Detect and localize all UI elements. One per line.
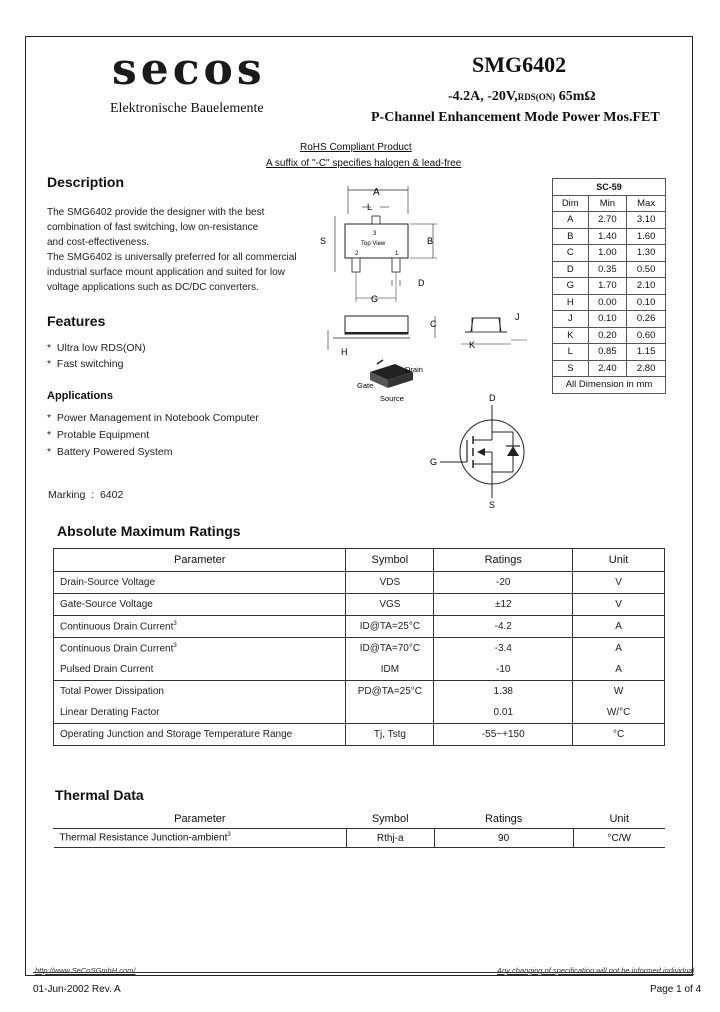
page-number: Page 1 of 4 [650,984,702,995]
unit-cell: °C [573,724,665,746]
table-row [553,294,666,311]
column-header: Parameter [54,809,347,829]
column-header: Symbol [346,549,434,572]
dim-cell: 0.85 [588,344,627,361]
change-notice: Any changing of specification will not be informed individual [497,966,695,975]
table-row [553,327,666,344]
unit-cell: °C/W [573,829,665,848]
dim-label-c: C [430,319,437,329]
dim-cell: H [553,294,589,311]
dim-cell: 2.10 [627,278,666,295]
table-row [553,344,666,361]
symbol-cell: ID@TA=25°C [346,616,434,638]
feature-item: * Fast switching [47,358,124,370]
dimension-header: Dim [553,195,589,212]
thermal-table [53,809,665,848]
symbol-cell: ID@TA=70°C [346,638,434,660]
dim-label-h: H [341,347,348,357]
dim-label-a: A [373,187,380,198]
column-header: Unit [573,549,665,572]
pin-label: 1 [395,251,399,257]
dimension-header: Min [588,195,627,212]
column-header: Symbol [346,809,434,829]
table-row [553,261,666,278]
description-line: and cost-effectiveness. [47,237,150,248]
description-line: The SMG6402 provide the designer with the best [47,207,265,218]
table-row [54,702,665,724]
dim-cell: 0.60 [627,327,666,344]
dim-label-d: D [418,278,425,288]
dim-cell: 1.15 [627,344,666,361]
pin-gate-label: Gate [357,381,374,390]
dim-label-g: G [371,294,379,304]
dim-cell: 0.10 [588,311,627,328]
rating-cell: -4.2 [434,616,573,638]
table-row [54,572,665,594]
dimension-table-footer: All Dimension in mm [553,377,666,394]
param-cell: Continuous Drain Current$^3$ [54,638,346,660]
param-cell: Operating Junction and Storage Temperature Range [54,724,346,746]
dim-cell: 0.00 [588,294,627,311]
dim-cell: 3.10 [627,212,666,229]
table-row [54,659,665,681]
dim-label-j: J [515,312,520,322]
application-item: * Protable Equipment [47,429,150,441]
revision-date: 01-Jun-2002 Rev. A [33,984,121,995]
dim-cell: 0.10 [627,294,666,311]
dimension-table [552,178,666,394]
dim-cell: 2.80 [627,360,666,377]
description-text [47,205,322,295]
marking: Marking : 6402 [48,489,124,501]
unit-cell: V [573,594,665,616]
mosfet-schematic [425,390,535,515]
abs-max-table [53,548,665,746]
param-cell: Thermal Resistance Junction-ambient$^3$ [54,829,347,848]
param-cell: Drain-Source Voltage [54,572,346,594]
feature-item: * Ultra low RDS(ON) [47,342,146,354]
dim-cell: 0.20 [588,327,627,344]
param-cell: Total Power Dissipation [54,681,346,703]
schematic-drain-label: D [489,393,496,403]
rating-cell: -20 [434,572,573,594]
dim-cell: A [553,212,589,229]
dim-cell: J [553,311,589,328]
dim-cell: 1.00 [588,245,627,262]
device-type: P-Channel Enhancement Mode Power Mos.FET [371,110,660,125]
company-logo: secos [112,44,266,95]
top-view-label: Top View [361,241,386,247]
pin-source-label: Source [380,394,404,403]
dim-label-s: S [320,236,327,246]
dimension-header: Max [627,195,666,212]
dim-cell: 2.70 [588,212,627,229]
pin-drain-label: Drain [405,365,423,374]
description-line: The SMG6402 is universally preferred for all commercial [47,252,297,263]
column-header: Ratings [434,809,573,829]
dim-cell: 0.50 [627,261,666,278]
dim-cell: 0.26 [627,311,666,328]
column-header: Unit [573,809,665,829]
symbol-cell: PD@TA=25°C [346,681,434,703]
footer-divider [33,972,691,973]
description-heading: Description [47,174,125,190]
dim-cell: 1.60 [627,228,666,245]
schematic-gate-label: G [430,457,438,467]
dim-cell: L [553,344,589,361]
part-number: SMG6402 [472,52,567,77]
unit-cell: V [573,572,665,594]
dim-label-l: L [367,202,373,212]
rating-cell: 1.38 [434,681,573,703]
dimension-table-title: SC-59 [553,179,666,196]
dim-cell: 1.70 [588,278,627,295]
table-row [54,681,665,703]
table-row [54,594,665,616]
column-header: Ratings [434,549,573,572]
rating-cell: 90 [434,829,573,848]
pin-label: 3 [373,231,377,237]
rating-cell: -10 [434,659,573,681]
dim-label-k: K [469,340,476,350]
dim-cell: 1.30 [627,245,666,262]
table-row [553,311,666,328]
rating-cell: -3.4 [434,638,573,660]
description-line: industrial surface mount application and suited for low [47,267,285,278]
symbol-cell: VDS [346,572,434,594]
param-cell: Gate-Source Voltage [54,594,346,616]
table-row [54,829,666,848]
pin-label: 2 [355,251,359,257]
dim-label-b: B [427,236,434,246]
table-row [54,724,665,746]
dim-cell: 2.40 [588,360,627,377]
unit-cell: A [573,659,665,681]
package-outline-drawing [315,180,555,410]
description-line: combination of fast switching, low on-resistance [47,222,259,233]
schematic-source-label: S [489,500,496,510]
rating-cell: ±12 [434,594,573,616]
rohs-note: RoHS Compliant Product [300,142,412,153]
description-line: voltage applications such as DC/DC converters. [47,282,259,293]
table-row [54,638,665,660]
website-link[interactable]: http://www.SeCoSGmbH.com/ [35,966,136,975]
thermal-heading: Thermal Data [55,787,144,803]
unit-cell: A [573,616,665,638]
param-cell: Continuous Drain Current$^3$ [54,616,346,638]
symbol-cell: Rthj-a [346,829,434,848]
unit-cell: W/°C [573,702,665,724]
applications-heading: Applications [47,390,114,402]
application-item: * Battery Powered System [47,446,173,458]
param-cell: Linear Derating Factor [54,702,346,724]
rating-cell: 0.01 [434,702,573,724]
application-item: * Power Management in Notebook Computer [47,412,259,424]
table-row [54,616,665,638]
dim-cell: S [553,360,589,377]
table-row [553,360,666,377]
features-heading: Features [47,313,106,329]
param-cell: Pulsed Drain Current [54,659,346,681]
table-row [553,212,666,229]
dim-cell: 1.40 [588,228,627,245]
rating-cell: -55~+150 [434,724,573,746]
symbol-cell [346,702,434,724]
abs-max-heading: Absolute Maximum Ratings [57,523,241,539]
dim-cell: C [553,245,589,262]
dim-cell: G [553,278,589,295]
spec-summary: -4.2A, -20V,RDS(ON) 65mΩ [448,89,596,104]
symbol-cell: VGS [346,594,434,616]
company-subtitle: Elektronische Bauelemente [110,101,264,116]
table-row [553,228,666,245]
halogen-note: A suffix of "-C" specifies halogen & lead-free [266,158,462,169]
unit-cell: W [573,681,665,703]
dim-cell: 0.35 [588,261,627,278]
symbol-cell: Tj, Tstg [346,724,434,746]
dim-cell: B [553,228,589,245]
column-header: Parameter [54,549,346,572]
symbol-cell: IDM [346,659,434,681]
dim-cell: D [553,261,589,278]
table-row [553,278,666,295]
unit-cell: A [573,638,665,660]
table-row [553,245,666,262]
dim-cell: K [553,327,589,344]
